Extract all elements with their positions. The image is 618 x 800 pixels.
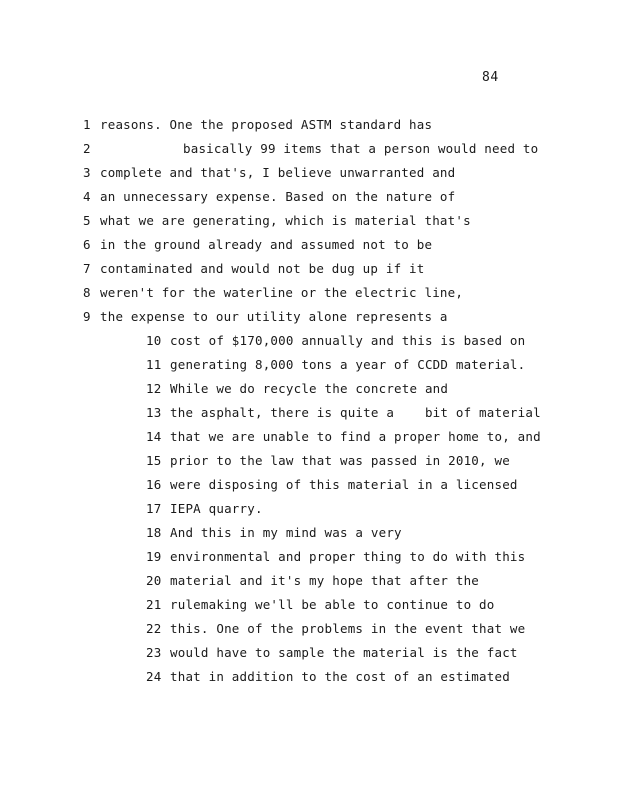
line-text: an unnecessary expense. Based on the nature of bbox=[100, 189, 456, 204]
line-text: that we are unable to find a proper home to, and bbox=[170, 429, 541, 444]
line-text: were disposing of this material in a licensed bbox=[170, 477, 518, 492]
line-text: would have to sample the material is the fact bbox=[170, 645, 518, 660]
line-text: complete and that's, I believe unwarranted and bbox=[100, 165, 456, 180]
line-text: generating 8,000 tons a year of CCDD material. bbox=[170, 357, 526, 372]
line-text: contaminated and would not be dug up if it bbox=[100, 261, 425, 276]
line-text: weren't for the waterline or the electric line, bbox=[100, 285, 464, 300]
line-number: 14 bbox=[146, 429, 162, 444]
line-number: 2 bbox=[83, 141, 91, 156]
line-number: 15 bbox=[146, 453, 162, 468]
line-number: 5 bbox=[83, 213, 91, 228]
page-number: 84 bbox=[482, 70, 499, 85]
line-number: 8 bbox=[83, 285, 91, 300]
line-text: rulemaking we'll be able to continue to do bbox=[170, 597, 495, 612]
line-number: 1 bbox=[83, 117, 91, 132]
line-text: environmental and proper thing to do with this bbox=[170, 549, 526, 564]
line-number: 13 bbox=[146, 405, 162, 420]
line-number: 6 bbox=[83, 237, 91, 252]
line-text: reasons. One the proposed ASTM standard has bbox=[100, 117, 433, 132]
line-number: 4 bbox=[83, 189, 91, 204]
line-text: that in addition to the cost of an estimated bbox=[170, 669, 510, 684]
line-text: what we are generating, which is material that's bbox=[100, 213, 471, 228]
line-number: 16 bbox=[146, 477, 162, 492]
line-number: 9 bbox=[83, 309, 91, 324]
line-number: 20 bbox=[146, 573, 162, 588]
line-number: 12 bbox=[146, 381, 162, 396]
line-number: 21 bbox=[146, 597, 162, 612]
line-text: this. One of the problems in the event that we bbox=[170, 621, 526, 636]
line-text: prior to the law that was passed in 2010, we bbox=[170, 453, 510, 468]
line-text: And this in my mind was a very bbox=[170, 525, 402, 540]
line-number: 22 bbox=[146, 621, 162, 636]
line-text: IEPA quarry. bbox=[170, 501, 263, 516]
line-text: basically 99 items that a person would need to bbox=[183, 141, 539, 156]
line-text: the asphalt, there is quite a bit of material bbox=[170, 405, 541, 420]
line-text: in the ground already and assumed not to be bbox=[100, 237, 433, 252]
line-text: cost of $170,000 annually and this is based on bbox=[170, 333, 526, 348]
line-number: 17 bbox=[146, 501, 162, 516]
line-number: 10 bbox=[146, 333, 162, 348]
line-number: 19 bbox=[146, 549, 162, 564]
line-number: 24 bbox=[146, 669, 162, 684]
line-number: 3 bbox=[83, 165, 91, 180]
line-number: 18 bbox=[146, 525, 162, 540]
line-text: the expense to our utility alone represents a bbox=[100, 309, 448, 324]
line-text: material and it's my hope that after the bbox=[170, 573, 480, 588]
line-text: While we do recycle the concrete and bbox=[170, 381, 449, 396]
line-number: 11 bbox=[146, 357, 162, 372]
line-number: 23 bbox=[146, 645, 162, 660]
line-number: 7 bbox=[83, 261, 91, 276]
